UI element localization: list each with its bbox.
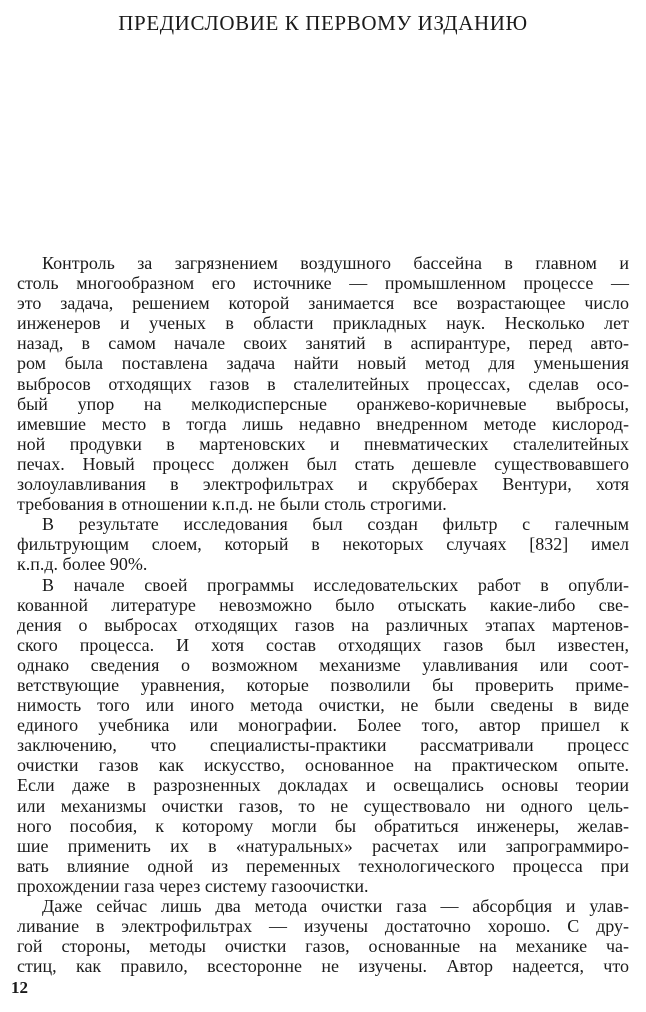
text-line: Если даже в разрозненных докладах и освещались основы теории xyxy=(17,775,629,796)
text-line: прохождении газа через систему газоочистки. xyxy=(17,875,369,896)
text-line: дения о выбросах отходящих газов на различных этапах мартенов- xyxy=(17,614,629,635)
text-line: заключению, что специалисты-практики рассматривали процесс xyxy=(17,735,629,756)
text-line: выбросов отходящих газов в сталелитейных процессах, сделав осо- xyxy=(17,373,629,394)
text-line: ского процесса. И хотя состав отходящих газов был известен, xyxy=(17,634,629,655)
text-line: гой стороны, методы очистки газов, основанные на механике ча- xyxy=(17,936,629,957)
text-line: бый упор на мелкодисперсные оранжево-коричневые выбросы, xyxy=(17,393,629,414)
paragraph xyxy=(17,575,629,897)
text-line: это задача, решением которой занимается все возрастающее число xyxy=(17,293,629,314)
text-line: единого учебника или монографии. Более того, автор пришел к xyxy=(17,715,629,736)
text-line: кованной литературе невозможно было отыскать какие-либо све- xyxy=(17,594,629,615)
paragraph xyxy=(17,514,629,574)
page-number: 12 xyxy=(11,978,28,997)
text-line: имевшие место в тогда лишь недавно внедренном методе кислород- xyxy=(17,413,629,434)
text-line: стиц, как правило, всесторонне не изучены. Автор надеется, что xyxy=(17,956,629,977)
paragraph xyxy=(17,896,629,976)
text-line: к.п.д. более 90%. xyxy=(17,554,148,575)
text-line: требования в отношении к.п.д. не были столь строгими. xyxy=(17,494,447,515)
text-line: Даже сейчас лишь два метода очистки газа — абсорбция и улав- xyxy=(42,896,629,916)
text-line: ветствующие уравнения, которые позволили бы проверить приме- xyxy=(17,674,629,695)
text-line: ливание в электрофильтрах — изучены достаточно хорошо. С дру- xyxy=(17,916,629,937)
text-line: В результате исследования был создан фильтр с галечным xyxy=(42,514,629,535)
text-line: однако сведения о возможном механизме улавливания или соот- xyxy=(17,654,629,675)
text-line: ной продувки в мартеновских и пневматических сталелитейных xyxy=(17,433,629,454)
text-line: ного пособия, к которому могли бы обратиться инженеры, желав- xyxy=(17,815,629,836)
text-line: В начале своей программы исследовательских работ в опубли- xyxy=(42,574,629,595)
text-line: инженеров и ученых в области прикладных наук. Несколько лет xyxy=(17,313,629,334)
text-line: нимость того или иного метода очистки, не были сведены в виде xyxy=(17,695,629,716)
text-line: или механизмы очистки газов, то не существовало ни одного цель- xyxy=(17,795,629,816)
body-text xyxy=(17,253,629,976)
text-line: ром была поставлена задача найти новый метод для уменьшения xyxy=(17,353,629,374)
text-line: печах. Новый процесс должен был стать дешевле существовавшего xyxy=(17,453,629,474)
text-line: вать влияние одной из переменных технологического процесса при xyxy=(17,855,629,876)
text-line: столь многообразном его источнике — промышленном процессе — xyxy=(17,273,629,294)
text-line: назад, в самом начале своих занятий в аспирантуре, перед авто- xyxy=(17,333,629,354)
text-line: фильтрующим слоем, который в некоторых случаях [832] имел xyxy=(17,534,629,555)
text-line: очистки газов как искусство, основанное на практическом опыте. xyxy=(17,755,629,776)
paragraph xyxy=(17,253,629,514)
text-line: Контроль за загрязнением воздушного бассейна в главном и xyxy=(42,253,629,273)
text-line: шие применить их в «натуральных» расчетах или запрограммиро- xyxy=(17,835,629,856)
page-title: ПРЕДИСЛОВИЕ К ПЕРВОМУ ИЗДАНИЮ xyxy=(118,11,528,35)
text-line: золоулавливания в электрофильтрах и скрубберах Вентури, хотя xyxy=(17,474,629,495)
